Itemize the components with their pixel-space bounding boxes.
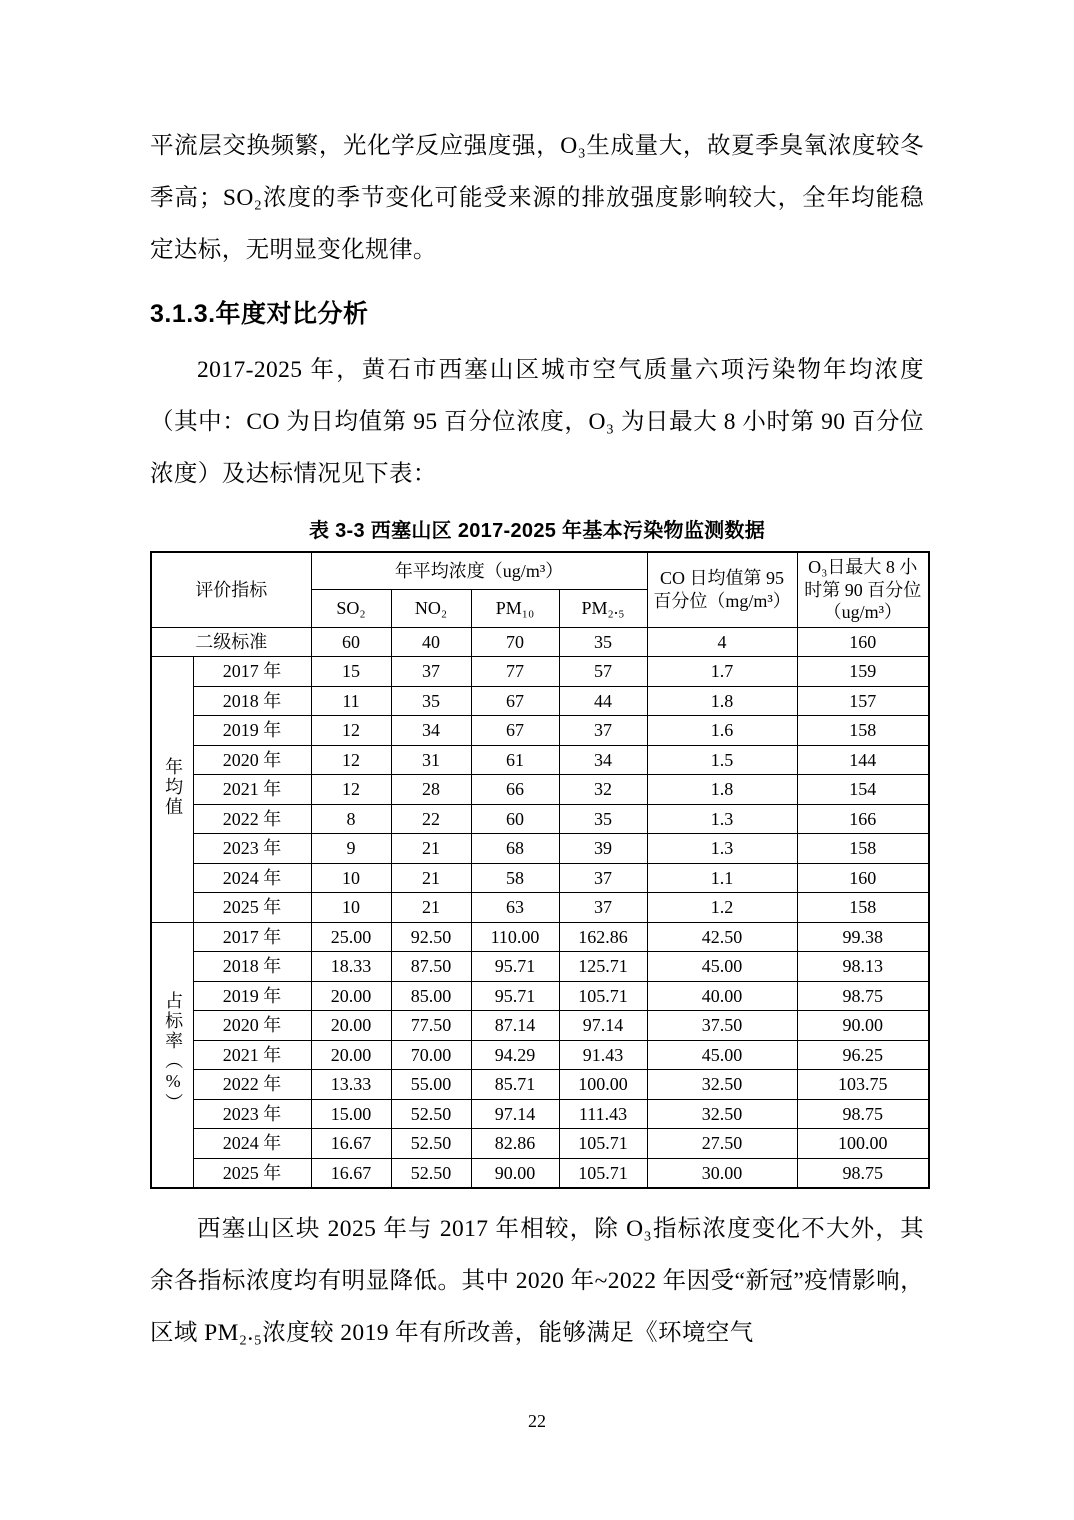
cell-value: 32 xyxy=(559,775,647,805)
cell-value: 77.50 xyxy=(391,1011,471,1041)
cell-value: 105.71 xyxy=(559,1158,647,1188)
header-no2: NO₂ xyxy=(391,590,471,627)
row-label-year: 2025 年 xyxy=(193,1158,311,1188)
cell-value: 15 xyxy=(311,657,391,687)
table-header-row-top xyxy=(151,552,929,590)
cell-value: 44 xyxy=(559,686,647,716)
cell-value: 52.50 xyxy=(391,1099,471,1129)
cell-value: 99.38 xyxy=(797,922,929,952)
cell-value: 91.43 xyxy=(559,1040,647,1070)
cell-value: 37 xyxy=(559,716,647,746)
cell-value: 35 xyxy=(559,627,647,657)
row-label-year: 2017 年 xyxy=(193,657,311,687)
cell-value: 39 xyxy=(559,834,647,864)
cell-value: 45.00 xyxy=(647,952,797,982)
cell-value: 66 xyxy=(471,775,559,805)
cell-value: 98.13 xyxy=(797,952,929,982)
row-label-year: 2025 年 xyxy=(193,893,311,923)
row-label-year: 2018 年 xyxy=(193,952,311,982)
cell-value: 166 xyxy=(797,804,929,834)
cell-value: 11 xyxy=(311,686,391,716)
cell-value: 37 xyxy=(559,863,647,893)
table-row xyxy=(151,775,929,805)
table-row xyxy=(151,952,929,982)
table-row xyxy=(151,863,929,893)
row-label-year: 2020 年 xyxy=(193,745,311,775)
cell-value: 61 xyxy=(471,745,559,775)
cell-value: 37.50 xyxy=(647,1011,797,1041)
cell-value: 100.00 xyxy=(797,1129,929,1159)
cell-value: 27.50 xyxy=(647,1129,797,1159)
cell-value: 144 xyxy=(797,745,929,775)
cell-value: 1.1 xyxy=(647,863,797,893)
cell-value: 13.33 xyxy=(311,1070,391,1100)
cell-value: 110.00 xyxy=(471,922,559,952)
cell-value: 12 xyxy=(311,775,391,805)
cell-value: 70 xyxy=(471,627,559,657)
cell-value: 37 xyxy=(559,893,647,923)
cell-value: 52.50 xyxy=(391,1129,471,1159)
cell-value: 85.00 xyxy=(391,981,471,1011)
cell-value: 90.00 xyxy=(471,1158,559,1188)
row-label-year: 2022 年 xyxy=(193,1070,311,1100)
paragraph-seasonal-analysis: 平流层交换频繁，光化学反应强度强，O₃生成量大，故夏季臭氧浓度较冬季高；SO₂浓度的季节变化可能受来源的排放强度影响较大，全年均能稳定达标，无明显变化规律。 xyxy=(150,133,924,263)
header-so2: SO₂ xyxy=(311,590,391,627)
cell-value: 67 xyxy=(471,716,559,746)
cell-value: 1.2 xyxy=(647,893,797,923)
header-pm10: PM₁₀ xyxy=(471,590,559,627)
row-label-year: 2022 年 xyxy=(193,804,311,834)
header-index-label: 评价指标 xyxy=(151,552,311,627)
cell-value: 34 xyxy=(391,716,471,746)
cell-value: 103.75 xyxy=(797,1070,929,1100)
cell-value: 97.14 xyxy=(471,1099,559,1129)
cell-value: 57 xyxy=(559,657,647,687)
header-pm25: PM₂.₅ xyxy=(559,590,647,627)
table-row xyxy=(151,922,929,952)
cell-value: 1.8 xyxy=(647,686,797,716)
cell-value: 22 xyxy=(391,804,471,834)
table-row xyxy=(151,686,929,716)
cell-value: 67 xyxy=(471,686,559,716)
header-group-annual-mean: 年平均浓度（ug/m³） xyxy=(311,552,647,590)
cell-value: 82.86 xyxy=(471,1129,559,1159)
cell-value: 105.71 xyxy=(559,1129,647,1159)
table-row xyxy=(151,1099,929,1129)
row-label-year: 2019 年 xyxy=(193,716,311,746)
paragraph-conclusion: 西塞山区块 2025 年与 2017 年相较，除 O₃指标浓度变化不大外，其余各指标浓度均有明显降低。其中 2020 年~2022 年因受“新冠”疫情影响，区域 PM₂.₅浓度较 2019 年有所改善，能够满足《环境空气 xyxy=(150,1216,924,1346)
cell-value: 157 xyxy=(797,686,929,716)
cell-value: 18.33 xyxy=(311,952,391,982)
cell-value: 20.00 xyxy=(311,981,391,1011)
cell-value: 20.00 xyxy=(311,1040,391,1070)
cell-value: 158 xyxy=(797,716,929,746)
cell-value: 35 xyxy=(559,804,647,834)
cell-value: 92.50 xyxy=(391,922,471,952)
cell-value: 87.14 xyxy=(471,1011,559,1041)
table-row xyxy=(151,657,929,687)
section-label-ratio: 占标率（%） xyxy=(151,922,193,1188)
cell-value: 1.3 xyxy=(647,834,797,864)
cell-value: 159 xyxy=(797,657,929,687)
row-label-year: 2019 年 xyxy=(193,981,311,1011)
cell-value: 30.00 xyxy=(647,1158,797,1188)
row-label-standard: 二级标准 xyxy=(151,627,311,657)
cell-value: 94.29 xyxy=(471,1040,559,1070)
cell-value: 160 xyxy=(797,627,929,657)
cell-value: 97.14 xyxy=(559,1011,647,1041)
table-row-standard xyxy=(151,627,929,657)
table-caption: 表 3-3 西塞山区 2017-2025 年基本污染物监测数据 xyxy=(308,520,766,542)
cell-value: 55.00 xyxy=(391,1070,471,1100)
cell-value: 87.50 xyxy=(391,952,471,982)
table-row xyxy=(151,745,929,775)
cell-value: 32.50 xyxy=(647,1070,797,1100)
cell-value: 32.50 xyxy=(647,1099,797,1129)
cell-value: 8 xyxy=(311,804,391,834)
cell-value: 160 xyxy=(797,863,929,893)
cell-value: 125.71 xyxy=(559,952,647,982)
table-row xyxy=(151,716,929,746)
cell-value: 58 xyxy=(471,863,559,893)
cell-value: 1.5 xyxy=(647,745,797,775)
cell-value: 162.86 xyxy=(559,922,647,952)
cell-value: 1.7 xyxy=(647,657,797,687)
cell-value: 158 xyxy=(797,893,929,923)
cell-value: 12 xyxy=(311,716,391,746)
cell-value: 96.25 xyxy=(797,1040,929,1070)
cell-value: 21 xyxy=(391,893,471,923)
cell-value: 42.50 xyxy=(647,922,797,952)
cell-value: 63 xyxy=(471,893,559,923)
row-label-year: 2023 年 xyxy=(193,1099,311,1129)
table-row xyxy=(151,1129,929,1159)
cell-value: 1.6 xyxy=(647,716,797,746)
cell-value: 35 xyxy=(391,686,471,716)
cell-value: 95.71 xyxy=(471,981,559,1011)
cell-value: 15.00 xyxy=(311,1099,391,1129)
pollutant-monitoring-table xyxy=(150,551,930,1189)
cell-value: 111.43 xyxy=(559,1099,647,1129)
cell-value: 16.67 xyxy=(311,1129,391,1159)
cell-value: 4 xyxy=(647,627,797,657)
cell-value: 25.00 xyxy=(311,922,391,952)
cell-value: 98.75 xyxy=(797,1158,929,1188)
cell-value: 31 xyxy=(391,745,471,775)
table-row xyxy=(151,1158,929,1188)
cell-value: 98.75 xyxy=(797,1099,929,1129)
cell-value: 28 xyxy=(391,775,471,805)
cell-value: 37 xyxy=(391,657,471,687)
cell-value: 90.00 xyxy=(797,1011,929,1041)
cell-value: 16.67 xyxy=(311,1158,391,1188)
section-heading-annual-comparison: 3.1.3.年度对比分析 xyxy=(150,300,369,328)
cell-value: 68 xyxy=(471,834,559,864)
cell-value: 154 xyxy=(797,775,929,805)
cell-value: 40.00 xyxy=(647,981,797,1011)
table-row xyxy=(151,1070,929,1100)
cell-value: 21 xyxy=(391,863,471,893)
cell-value: 45.00 xyxy=(647,1040,797,1070)
table-row xyxy=(151,1011,929,1041)
cell-value: 60 xyxy=(311,627,391,657)
row-label-year: 2024 年 xyxy=(193,1129,311,1159)
row-label-year: 2018 年 xyxy=(193,686,311,716)
cell-value: 60 xyxy=(471,804,559,834)
row-label-year: 2017 年 xyxy=(193,922,311,952)
cell-value: 40 xyxy=(391,627,471,657)
cell-value: 70.00 xyxy=(391,1040,471,1070)
cell-value: 10 xyxy=(311,863,391,893)
cell-value: 12 xyxy=(311,745,391,775)
row-label-year: 2021 年 xyxy=(193,1040,311,1070)
page-number: 22 xyxy=(528,1411,546,1431)
paragraph-annual-intro: 2017-2025 年，黄石市西塞山区城市空气质量六项污染物年均浓度（其中：CO 为日均值第 95 百分位浓度，O₃ 为日最大 8 小时第 90 百分位浓度）及达标情况见下表： xyxy=(150,357,924,487)
cell-value: 77 xyxy=(471,657,559,687)
section-label-annual-mean: 年均值 xyxy=(151,657,193,923)
header-co: CO 日均值第 95 百分位（mg/m³） xyxy=(647,552,797,627)
cell-value: 1.3 xyxy=(647,804,797,834)
row-label-year: 2020 年 xyxy=(193,1011,311,1041)
cell-value: 9 xyxy=(311,834,391,864)
cell-value: 100.00 xyxy=(559,1070,647,1100)
table-row xyxy=(151,1040,929,1070)
table-row xyxy=(151,893,929,923)
cell-value: 20.00 xyxy=(311,1011,391,1041)
table-row xyxy=(151,834,929,864)
row-label-year: 2023 年 xyxy=(193,834,311,864)
row-label-year: 2021 年 xyxy=(193,775,311,805)
cell-value: 34 xyxy=(559,745,647,775)
cell-value: 158 xyxy=(797,834,929,864)
cell-value: 21 xyxy=(391,834,471,864)
cell-value: 85.71 xyxy=(471,1070,559,1100)
cell-value: 10 xyxy=(311,893,391,923)
table-row xyxy=(151,981,929,1011)
row-label-year: 2024 年 xyxy=(193,863,311,893)
cell-value: 105.71 xyxy=(559,981,647,1011)
header-o3: O₃日最大 8 小时第 90 百分位（ug/m³） xyxy=(797,552,929,627)
cell-value: 1.8 xyxy=(647,775,797,805)
cell-value: 95.71 xyxy=(471,952,559,982)
cell-value: 98.75 xyxy=(797,981,929,1011)
table-row xyxy=(151,804,929,834)
cell-value: 52.50 xyxy=(391,1158,471,1188)
